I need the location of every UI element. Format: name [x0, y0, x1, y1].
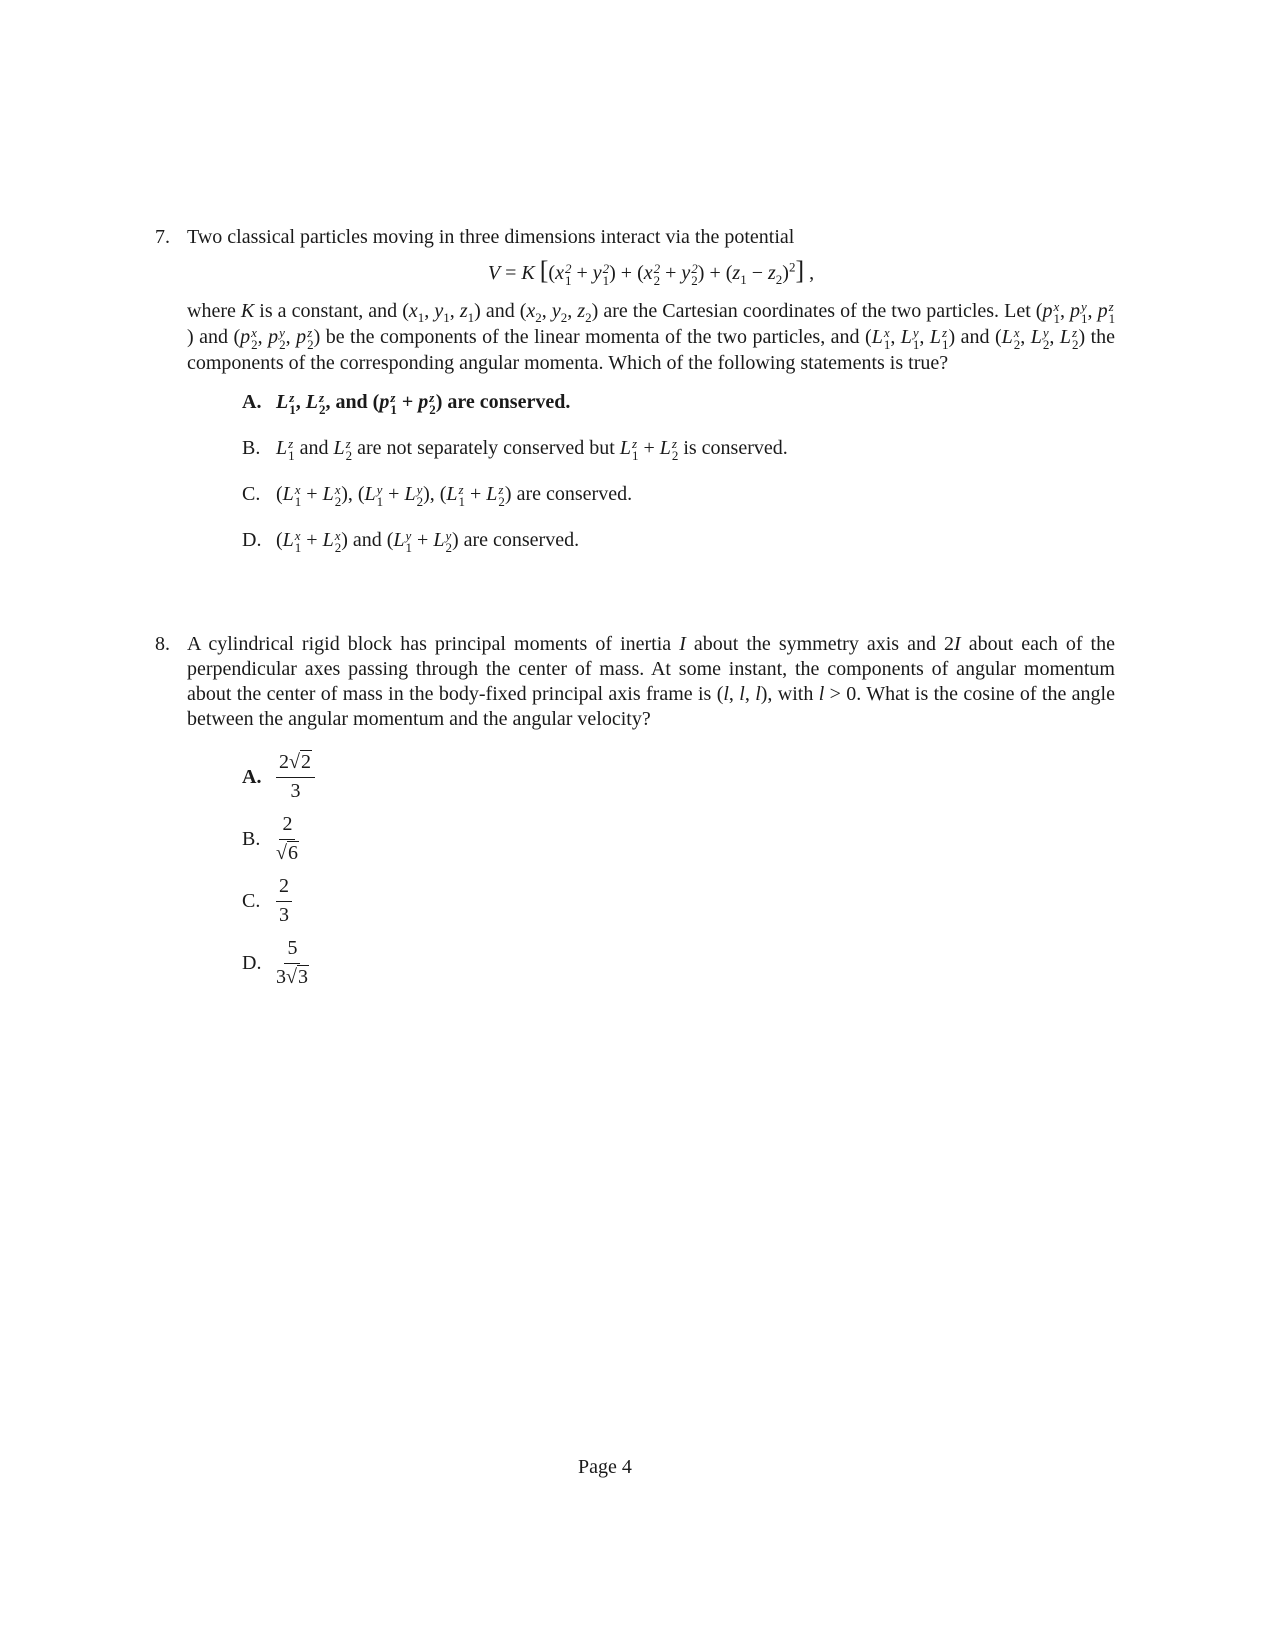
page-footer: Page 4	[578, 1456, 632, 1478]
question-8	[155, 632, 1115, 994]
choice-a: A. L z 1 , L z 2 , and (p z 1 + p z 2 ) are conserved.	[242, 390, 571, 417]
choice-b: B. L z 1 and L z 2 are not separately conserved but L z 1 + L z 2 is conserved.	[242, 436, 788, 463]
fraction: $\frac{2√2}{3}$	[276, 750, 315, 804]
choice-a: A. $\frac{2√2}{3}$	[242, 746, 1115, 808]
question-text: A cylindrical rigid block has principal moments of inertia I about the symmetry axis and 2I about each of the perpendicular axes passing through the center of mass. At some instant, the components of angular momentum about the center of mass in the body-fixed principal axis frame is (l, l, l), with l > 0. What is the cosine of the angle between the angular momentum and the angular velocity?	[187, 633, 1115, 730]
answer-choices	[242, 390, 1115, 554]
fraction: $\frac{2}{3}$	[276, 874, 292, 928]
question-7	[155, 225, 1115, 574]
choice-b: B. $\frac{2}{√6}$	[242, 813, 298, 864]
question-number: 8.	[155, 633, 170, 655]
choice-d: D. (L x 1 + L x 2 ) and (L y 1 + L y 2 ) are conserved.	[242, 528, 580, 555]
choice-d: D. $\frac{5}{3√3}$	[242, 937, 308, 988]
choice-c: C. (L x 1 + L x 2 ), (L y 1 + L y 2 ), (L z 1 + L z 2 ) are conserved.	[242, 482, 633, 509]
potential-equation: V = K [(x 2 1 + y 2 1 ) + (x 2 2 + y 2 2 ) + $(z_1 - z_2)^2$] ,	[487, 256, 815, 288]
question-body	[187, 225, 1115, 554]
question-number: 7.	[155, 226, 170, 248]
fraction: $\frac{5}{3√3}$	[276, 937, 308, 988]
choice-c: C. $\frac{2}{3}$	[242, 870, 1115, 932]
question-body	[187, 632, 1115, 994]
question-intro: Two classical particles moving in three dimensions interact via the potential	[187, 226, 795, 248]
answer-choices	[242, 746, 1115, 994]
fraction: $\frac{2}{√6}$	[276, 813, 298, 864]
question-description: where K is a constant, and ($x_1$, $y_1$, $z_1$) and ($x_2$, $y_2$, $z_2$) are the Cartesian coordinates of the two particles. Let (p x 1 , p y 1 , p z 1 ) and (p x 2 , p y 2 , p z 2 ) be the components of the linear momenta of the two particles, and (L x 1 , L y 1 , L z 1 ) and (L x 2 , L y 2 , L z 2 ) the components of the corresponding angular momenta. Which of the following statements is true?	[187, 299, 1116, 374]
